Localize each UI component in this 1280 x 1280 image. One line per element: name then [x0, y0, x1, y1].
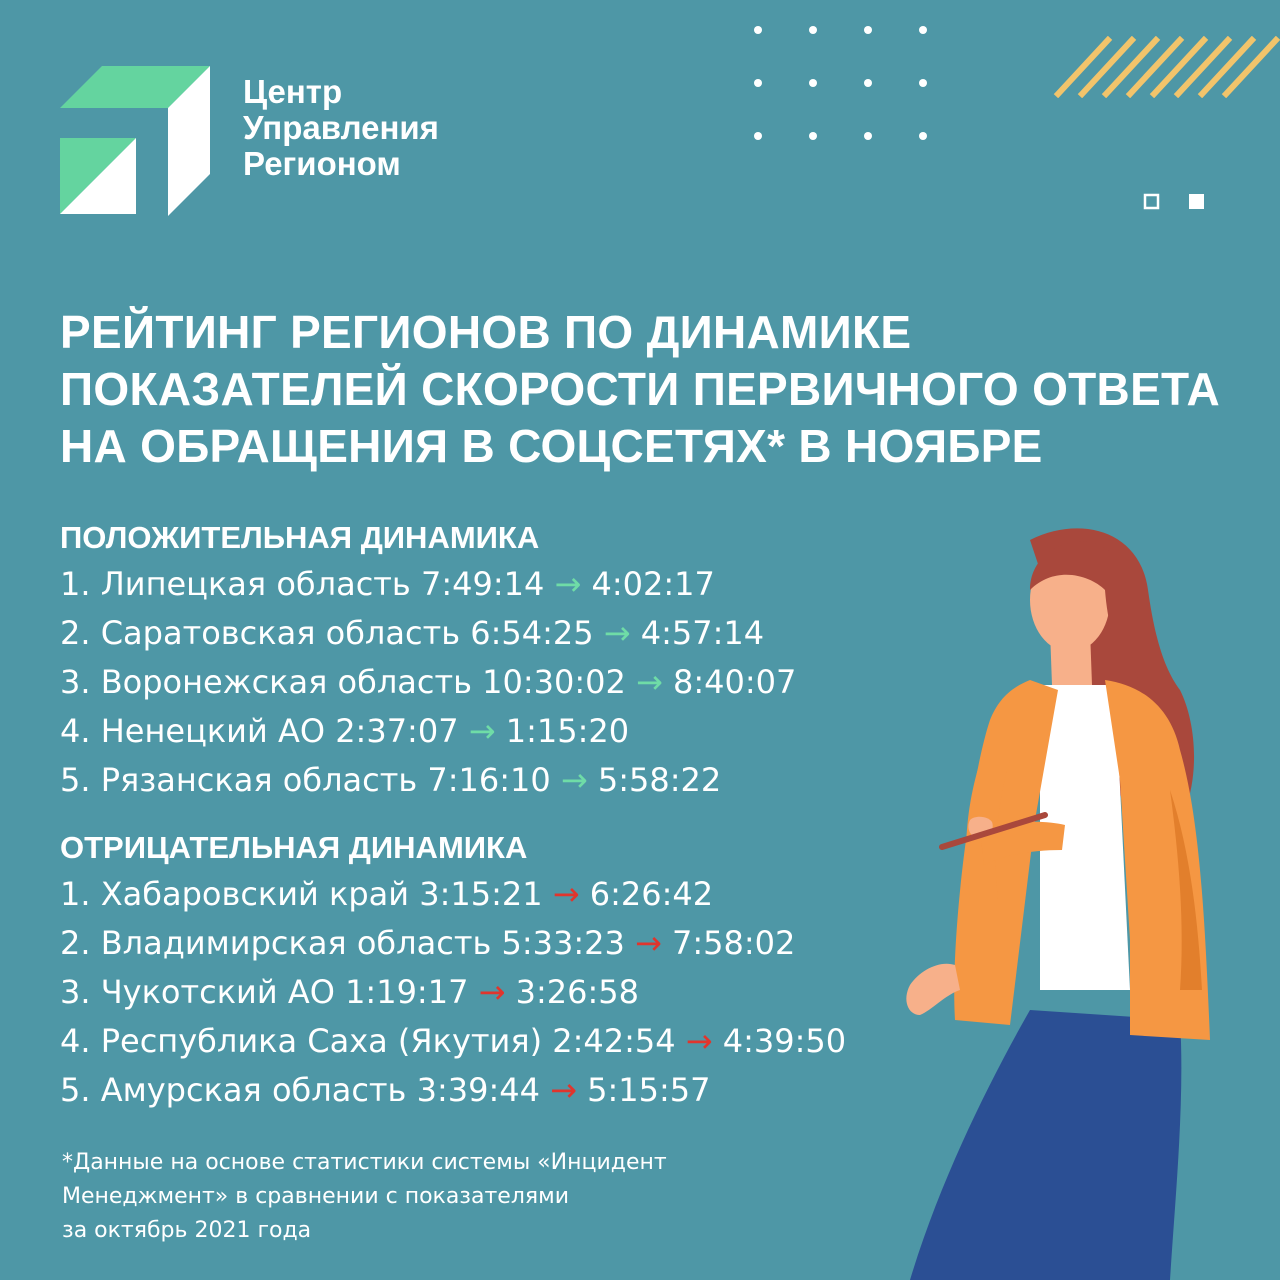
arrow-right-icon: → — [685, 1022, 713, 1060]
title-line: РЕЙТИНГ РЕГИОНОВ ПО ДИНАМИКЕ — [60, 306, 912, 358]
positive-section — [60, 518, 796, 805]
negative-section — [60, 828, 846, 1115]
brand-line: Управления — [243, 109, 439, 146]
arrow-right-icon: → — [468, 712, 496, 750]
arrow-right-icon: → — [636, 663, 663, 701]
page-title — [60, 304, 1240, 475]
list-item: 4. Республика Саха (Якутия) 2:42:54 → 4:39:50 — [60, 1022, 847, 1060]
brand-line: Центр — [243, 73, 343, 110]
list-item: 3. Воронежская область 10:30:02 → 8:40:07 — [60, 663, 797, 701]
list-item: 5. Амурская область 3:39:44 → 5:15:57 — [60, 1071, 711, 1109]
slide-indicator — [1142, 192, 1212, 212]
footnote-line: Менеджмент» в сравнении с показателями — [62, 1184, 570, 1209]
dots-decoration — [740, 14, 960, 154]
arrow-right-icon: → — [560, 761, 588, 799]
arrow-right-icon: → — [478, 973, 506, 1011]
section-heading: ПОЛОЖИТЕЛЬНАЯ ДИНАМИКА — [60, 520, 540, 555]
arrow-right-icon: → — [635, 924, 662, 962]
list-item: 4. Ненецкий АО 2:37:07 → 1:15:20 — [60, 712, 630, 750]
section-heading: ОТРИЦАТЕЛЬНАЯ ДИНАМИКА — [60, 830, 528, 865]
list-item: 3. Чукотский АО 1:19:17 → 3:26:58 — [60, 973, 639, 1011]
title-line: НА ОБРАЩЕНИЯ В СОЦСЕТЯХ* В НОЯБРЕ — [60, 420, 1043, 472]
list-item: 1. Липецкая область 7:49:14 → 4:02:17 — [60, 565, 715, 603]
pants — [910, 1010, 1181, 1280]
footnote-line: за октябрь 2021 года — [62, 1218, 312, 1243]
arrow-right-icon: → — [554, 565, 582, 603]
title-line: ПОКАЗАТЕЛЕЙ СКОРОСТИ ПЕРВИЧНОГО ОТВЕТА — [60, 363, 1221, 415]
woman-with-pen-illustration — [880, 520, 1240, 1280]
list-item: 2. Владимирская область 5:33:23 → 7:58:02 — [60, 924, 796, 962]
arrow-right-icon: → — [603, 614, 631, 652]
list-item: 5. Рязанская область 7:16:10 → 5:58:22 — [60, 761, 722, 799]
footnote — [62, 1146, 667, 1248]
slide-indicator-filled — [1189, 194, 1204, 209]
footnote-line: *Данные на основе статистики системы «Инцидент — [62, 1150, 667, 1175]
hand-right — [906, 964, 960, 1015]
arrow-right-icon: → — [550, 1071, 577, 1109]
brand-line: Регионом — [243, 145, 401, 182]
list-item: 1. Хабаровский край 3:15:21 → 6:26:42 — [60, 875, 714, 913]
stripes-decoration — [1050, 36, 1280, 98]
crg-logo-icon — [60, 66, 210, 216]
slide-indicator-empty — [1145, 195, 1158, 208]
arrow-right-icon: → — [552, 875, 580, 913]
list-item: 2. Саратовская область 6:54:25 → 4:57:14 — [60, 614, 765, 652]
brand-name — [243, 74, 439, 182]
